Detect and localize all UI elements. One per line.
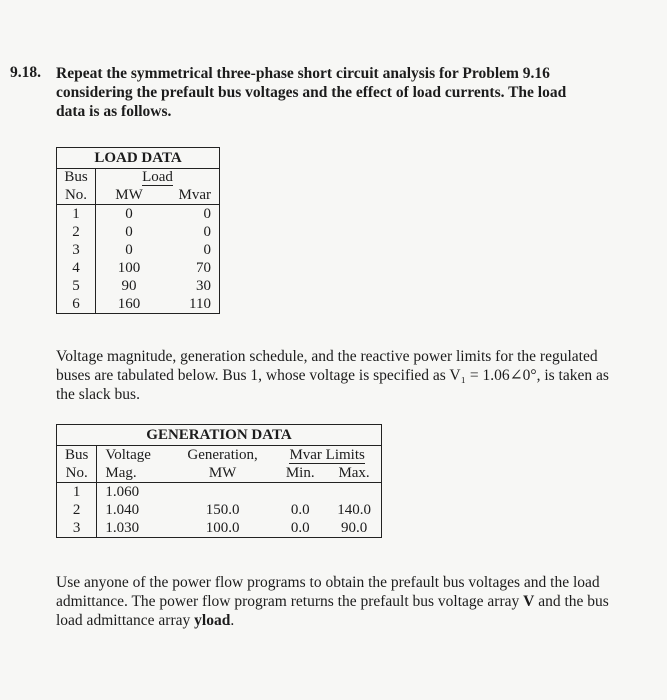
slack-bus-description: Voltage magnitude, generation schedule, and the reactive power limits for the regulated buses are tabulated below. Bus 1, whose voltage is specified as V₁ = 1.06∠0°, is taken as the slack bus. bbox=[56, 348, 609, 403]
gen-cell-bus: 1 bbox=[57, 483, 97, 502]
gen-header-voltage: Voltage bbox=[105, 446, 151, 463]
load-cell-mvar: 70 bbox=[196, 259, 211, 276]
instructions-text-1: Use anyone of the power flow programs to obtain the prefault bus voltages and the load admittance. The power flow program returns the prefault bus voltage array bbox=[56, 574, 600, 610]
gen-cell-qmax: 90.0 bbox=[340, 519, 368, 536]
gen-cell-qmin: 0.0 bbox=[290, 519, 310, 536]
load-cell-mvar: 110 bbox=[189, 295, 211, 312]
gen-cell-vmag: 1.060 bbox=[105, 483, 140, 500]
gen-cell-gen bbox=[172, 483, 273, 502]
load-cell-mvar: 0 bbox=[203, 241, 211, 258]
load-cell-bus: 5 bbox=[57, 277, 96, 295]
load-cell-mw: 160 bbox=[117, 295, 141, 312]
gen-cell-vmag: 1.040 bbox=[105, 501, 140, 518]
gen-header-max: Max. bbox=[327, 464, 381, 483]
load-cell-mw: 100 bbox=[117, 259, 141, 276]
load-cell-bus: 2 bbox=[57, 223, 96, 241]
gen-header-limits: Mvar Limits bbox=[289, 446, 365, 463]
load-cell-mvar: 0 bbox=[203, 205, 211, 222]
load-data-table bbox=[56, 147, 220, 314]
load-header-no: No. bbox=[57, 186, 96, 205]
load-header-mvar: Mvar bbox=[162, 186, 220, 205]
load-cell-bus: 4 bbox=[57, 259, 96, 277]
generation-data-table bbox=[56, 424, 382, 538]
load-cell-mvar: 30 bbox=[196, 277, 211, 294]
gen-cell-bus: 2 bbox=[57, 501, 97, 519]
gen-cell-qmax bbox=[327, 483, 381, 502]
instructions-text-3: . bbox=[230, 612, 235, 629]
gen-cell-qmin: 0.0 bbox=[290, 501, 310, 518]
load-cell-mvar: 0 bbox=[203, 223, 211, 240]
load-cell-mw: 90 bbox=[121, 277, 137, 294]
table-row bbox=[57, 501, 382, 519]
gen-header-mag: Mag. bbox=[97, 464, 172, 483]
load-cell-bus: 1 bbox=[57, 205, 96, 224]
problem-statement: Repeat the symmetrical three-phase short circuit analysis for Problem 9.16 considering the prefault bus voltages and the effect of load currents. The load data is as follows. bbox=[56, 65, 567, 120]
load-cell-bus: 3 bbox=[57, 241, 96, 259]
load-cell-mw: 0 bbox=[125, 223, 133, 240]
table-row bbox=[57, 241, 220, 259]
gen-cell-qmin bbox=[273, 483, 327, 502]
problem-number: 9.18. bbox=[10, 64, 41, 81]
gen-cell-bus: 3 bbox=[57, 519, 97, 538]
yload-term: yload bbox=[194, 612, 231, 629]
table-row bbox=[57, 519, 382, 538]
instructions-paragraph bbox=[56, 573, 626, 630]
gen-header-bus: Bus bbox=[57, 446, 97, 465]
load-cell-bus: 6 bbox=[57, 295, 96, 314]
gen-header-generation: Generation, bbox=[187, 446, 258, 463]
table-row bbox=[57, 483, 382, 502]
gen-header-no: No. bbox=[57, 464, 97, 483]
voltage-array-term: V bbox=[523, 593, 535, 610]
table-row bbox=[57, 277, 220, 295]
gen-table-title: GENERATION DATA bbox=[57, 425, 382, 446]
load-header-bus: Bus bbox=[57, 169, 96, 187]
gen-header-min: Min. bbox=[273, 464, 327, 483]
table-row bbox=[57, 259, 220, 277]
table-row bbox=[57, 205, 220, 224]
load-cell-mw: 0 bbox=[125, 205, 133, 222]
load-header-mw: MW bbox=[96, 186, 163, 205]
load-table-title: LOAD DATA bbox=[57, 148, 220, 169]
instructions-text-2: and the bus load admittance array bbox=[56, 593, 609, 629]
gen-cell-vmag: 1.030 bbox=[105, 519, 140, 536]
gen-cell-gen: 100.0 bbox=[205, 519, 240, 536]
gen-cell-qmax: 140.0 bbox=[337, 501, 371, 518]
gen-header-mw: MW bbox=[172, 464, 273, 483]
table-row bbox=[57, 295, 220, 314]
gen-cell-gen: 150.0 bbox=[205, 501, 240, 518]
table-row bbox=[57, 223, 220, 241]
load-cell-mw: 0 bbox=[125, 241, 133, 258]
load-header-group: Load bbox=[142, 169, 173, 185]
